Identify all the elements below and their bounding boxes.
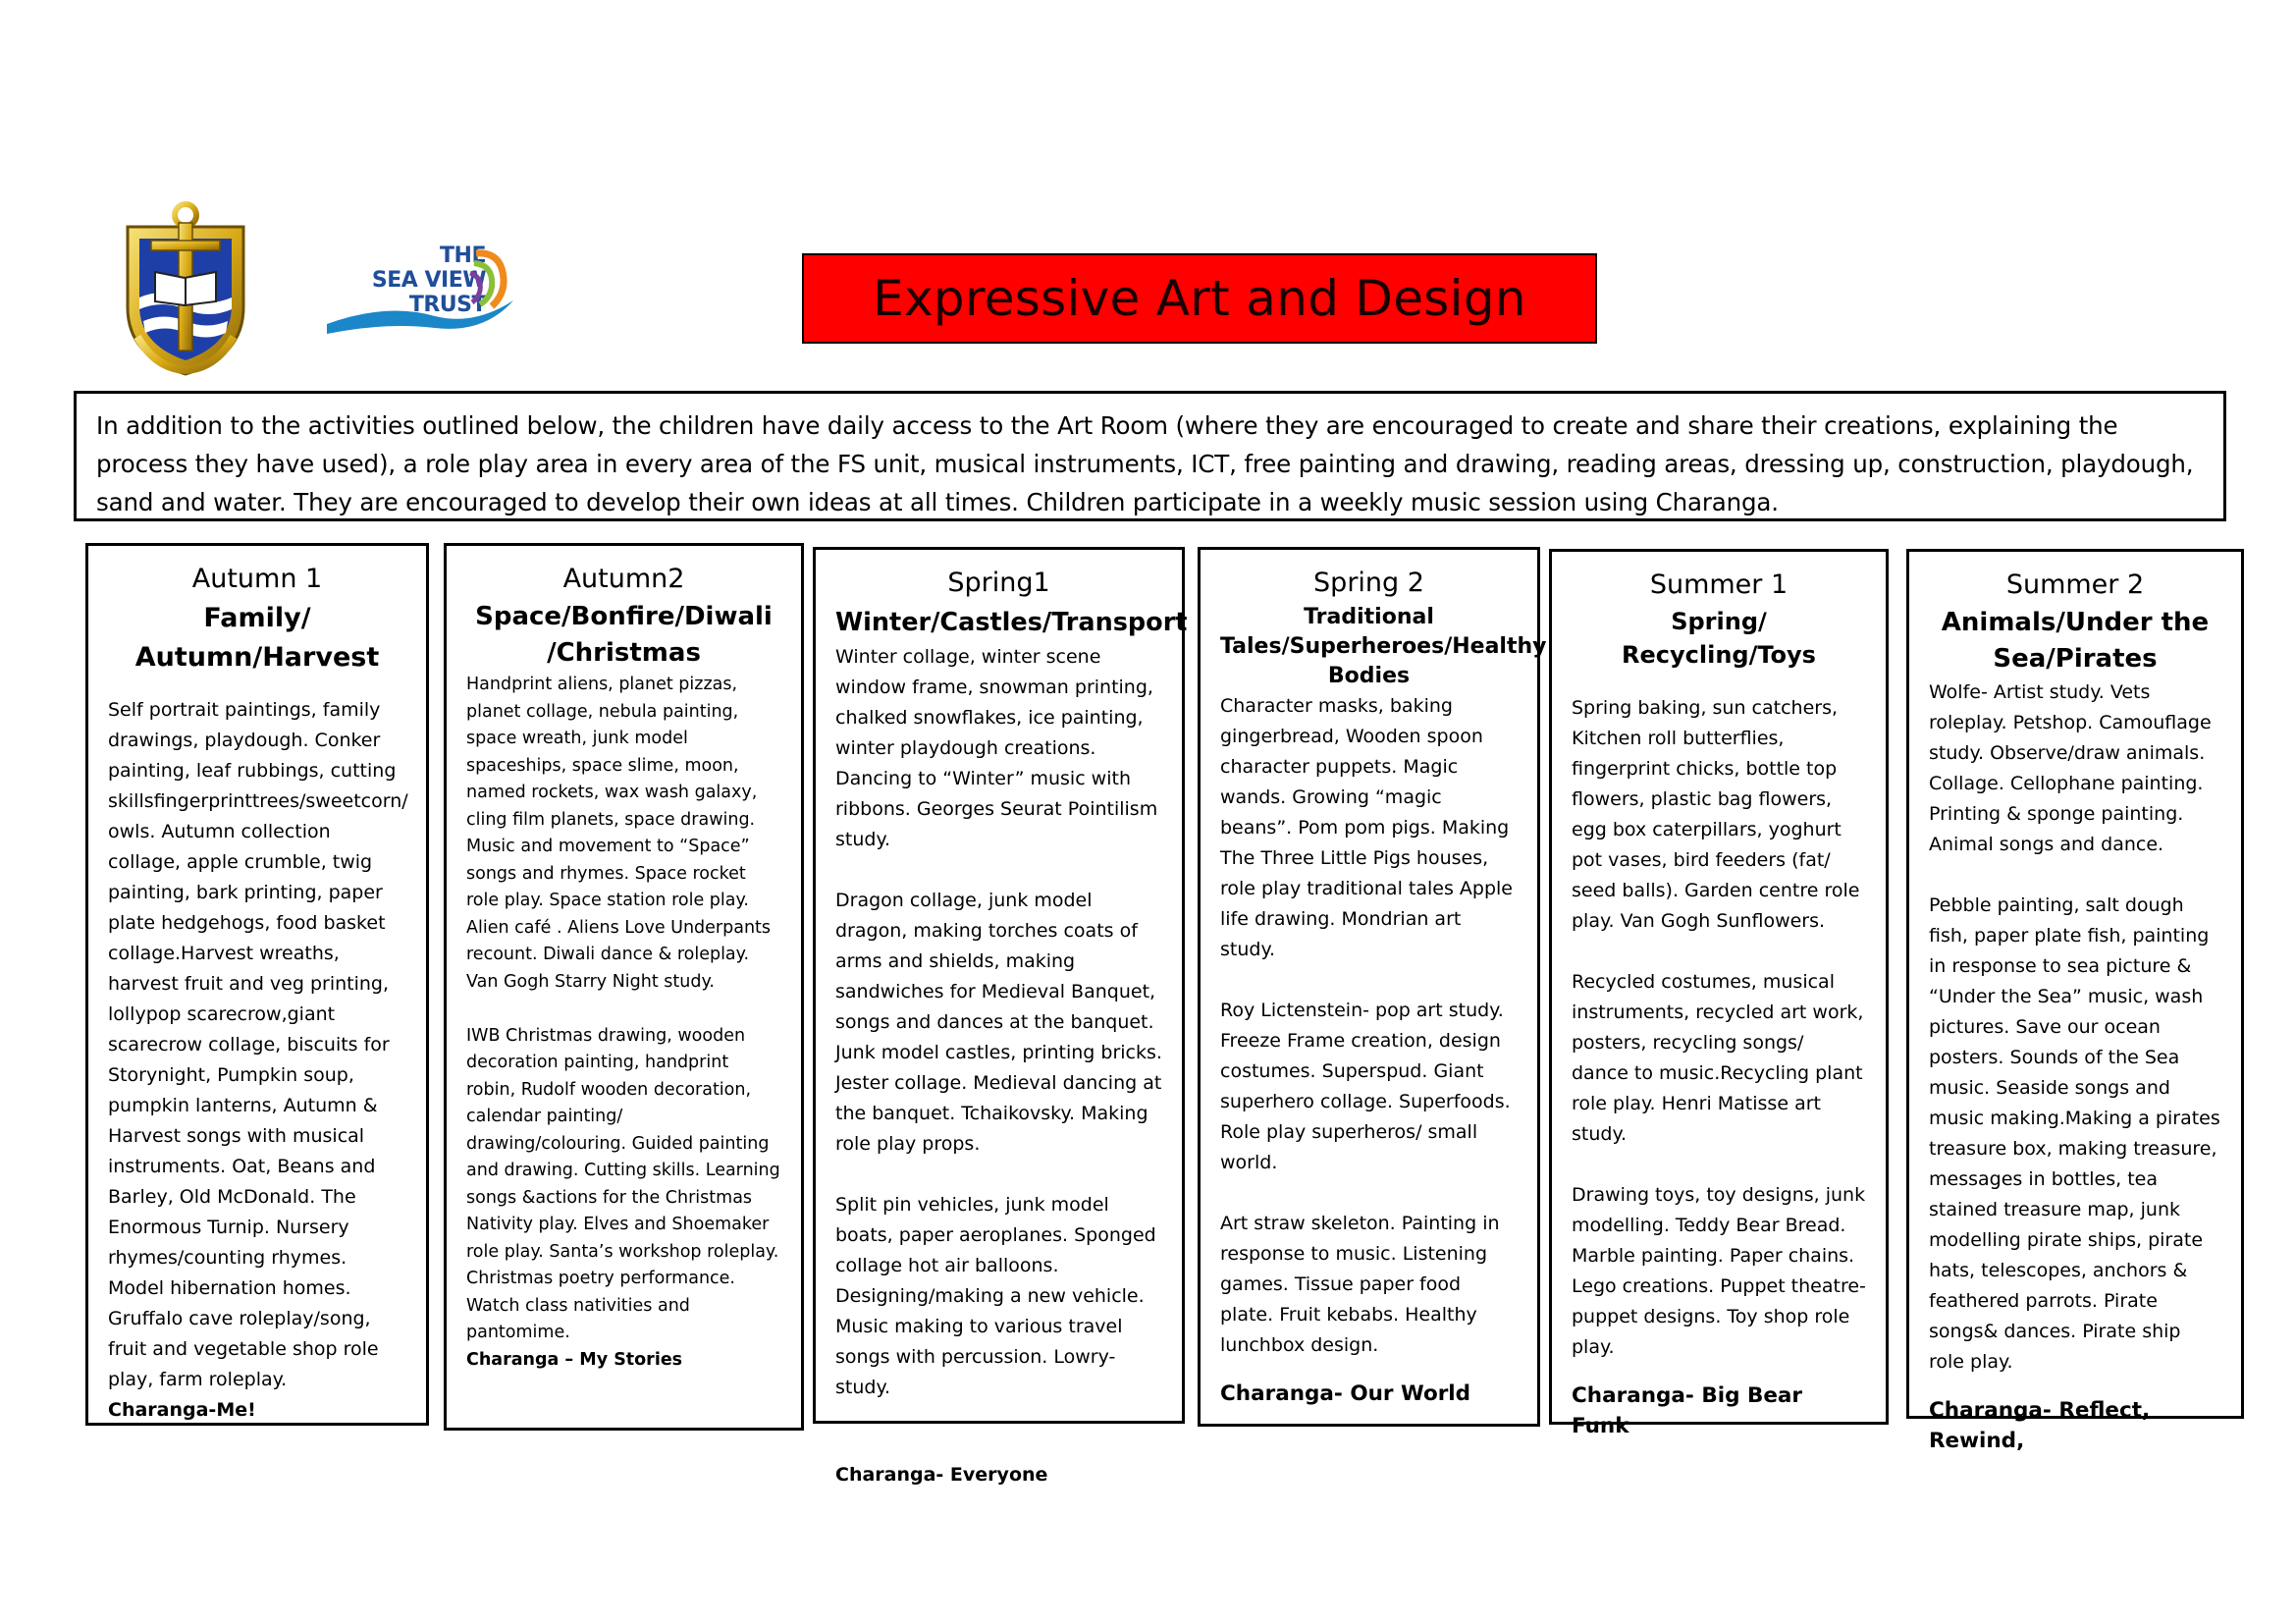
term-activities: Handprint aliens, planet pizzas, planet collage, nebula painting, space wreath, junk model spaceships, space slime, moon, named rockets, wax wash galaxy, cling film planets, space drawing. Music and movement to “Space” songs and rhymes. Space rocket role play. Space station role play. Alien café . Aliens Love Underpants recount. Diwali dance & roleplay. Van Gogh Starry Night study. IWB Christmas drawing, wooden decoration painting, handprint robin, Rudolf wooden decoration, calendar painting/ drawing/colouring. Guided painting and drawing. Cutting skills. Learning songs &actions for the Christmas Nativity play. Elves and Shoemaker role play. Santa’s workshop roleplay. Christmas poetry performance. Watch class nativities and pantomime. xyxy=(466,675,780,1342)
school-crest-logo xyxy=(116,199,255,378)
term-activities: Character masks, baking gingerbread, Wooden spoon character puppets. Magic wands. Growing “magic beans”. Pom pom pigs. Making The Three Little Pigs houses, role play traditional tales Apple life drawing. Mondrian art study. Roy Lictenstein- pop art study. Freeze Frame creation, design costumes. Superspud. Giant superhero collage. Superfoods. Role play superheros/ small world. Art straw skeleton. Painting in response to music. Listening games. Tissue paper food plate. Fruit kebabs. Healthy lunchbox design. xyxy=(1220,695,1513,1356)
term-activities: Winter collage, winter scene window frame, snowman printing, chalked snowflakes, ice painting, winter playdough creations. Dancing to “Winter” music with ribbons. Georges Seurat Pointilism study. Dragon collage, junk model dragon, making torches coats of arms and shields, making sandwiches for Medieval Banquet, songs and dances at the banquet. Junk model castles, printing bricks. Jester collage. Medieval dancing at the banquet. Tchaikovsky. Making role play props. Split pin vehicles, junk model boats, paper aeroplanes. Sponged collage hot air balloons. Designing/making a new vehicle. Music making to various travel songs with percussion. Lowry- study. xyxy=(835,646,1162,1398)
term-name: Summer 2 xyxy=(2005,569,2145,600)
page-title-banner xyxy=(802,253,1597,344)
term-music: Charanga- Reflect, Rewind, xyxy=(1929,1398,2151,1453)
term-activities: Wolfe- Artist study. Vets roleplay. Petshop. Camouflage study. Observe/draw animals. Collage. Cellophane painting. Printing & sponge painting. Animal songs and dance. Pebble painting, salt dough fish, paper plate fish, painting in response to sea picture & “Under the Sea” music, wash pictures. Save our ocean posters. Sounds of the Sea music. Seaside songs and music making.Making a pirates treasure box, making treasure, messages in bottles, tea stained treasure map, junk modelling pirate ships, pirate hats, telescopes, anchors & feathered parrots. Pirate songs& dances. Pirate ship role play. xyxy=(1929,681,2220,1373)
term-name: Autumn2 xyxy=(562,564,685,594)
term-music: Charanga- Our World xyxy=(1220,1381,1471,1406)
trust-logo-wordmark: THE SEA VIEW TRUST xyxy=(371,244,486,317)
term-theme: Animals/Under the Sea/Pirates xyxy=(1941,608,2210,674)
term-activities: Spring baking, sun catchers, Kitchen roll butterflies, fingerprint chicks, bottle top flowers, plastic bag flowers, egg box caterpillars, yoghurt pot vases, bird feeders (fat/ seed balls). Garden centre role play. Van Gogh Sunflowers. Recycled costumes, musical instruments, recycled art work, posters, recycling songs/ dance to music.Recycling plant role play. Henri Matisse art study. Drawing toys, toy designs, junk modelling. Teddy Bear Bread. Marble painting. Paper chains. Lego creations. Puppet theatre- puppet designs. Toy shop role play. xyxy=(1572,697,1866,1358)
term-column-spring-1 xyxy=(813,547,1188,1486)
term-music: Charanga- Everyone xyxy=(835,1464,1048,1486)
term-theme: Spring/ Recycling/Toys xyxy=(1622,608,1816,669)
term-theme: Winter/Castles/Transport xyxy=(835,608,1188,637)
term-column-summer-1 xyxy=(1549,549,1889,1438)
term-name: Summer 1 xyxy=(1649,569,1789,600)
term-name: Spring1 xyxy=(947,568,1050,598)
term-theme: Traditional Tales/Superheroes/Healthy Bodies xyxy=(1220,605,1547,688)
term-column-autumn-2 xyxy=(444,543,804,1431)
term-theme: Family/ Autumn/Harvest xyxy=(134,603,380,673)
term-name: Autumn 1 xyxy=(191,564,323,594)
page-title: Expressive Art and Design xyxy=(873,270,1526,327)
term-column-spring-2 xyxy=(1198,547,1547,1427)
sea-view-trust-logo xyxy=(327,244,533,342)
term-name: Spring 2 xyxy=(1313,568,1424,598)
term-activities: Self portrait paintings, family drawings, playdough. Conker painting, leaf rubbings, cutting skillsfingerprinttrees/sweetcorn/ owls. Autumn collection collage, apple crumble, twig painting, bark printing, paper plate hedgehogs, food basket collage.Harvest wreaths, harvest fruit and veg printing, lollypop scarecrow,giant scarecrow collage, biscuits for Storynight, Pumpkin soup, pumpkin lanterns, Autumn & Harvest songs with musical instruments. Oat, Beans and Barley, Old McDonald. The Enormous Turnip. Nursery rhymes/counting rhymes. Model hibernation homes. Gruffalo cave roleplay/song, fruit and vegetable shop role play, farm roleplay. xyxy=(108,699,408,1390)
term-column-summer-2 xyxy=(1906,549,2244,1453)
term-music: Charanga- Big Bear Funk xyxy=(1572,1383,1803,1438)
term-music: Charanga – My Stories xyxy=(466,1349,683,1370)
intro-panel xyxy=(74,391,2226,521)
term-column-autumn-1 xyxy=(85,543,429,1426)
term-theme: Space/Bonfire/Diwali /Christmas xyxy=(475,602,773,668)
term-music: Charanga-Me! xyxy=(108,1399,256,1421)
intro-text: In addition to the activities outlined below, the children have daily access to the Art Room (where they are encouraged to create and share their creations, explaining the process they have used), a role play area in every area of the FS unit, musical instruments, ICT, free painting and drawing, reading areas, dressing up, construction, playdough, sand and water. They are encouraged to develop their own ideas at all times. Children participate in a weekly music session using Charanga. xyxy=(96,411,2194,516)
